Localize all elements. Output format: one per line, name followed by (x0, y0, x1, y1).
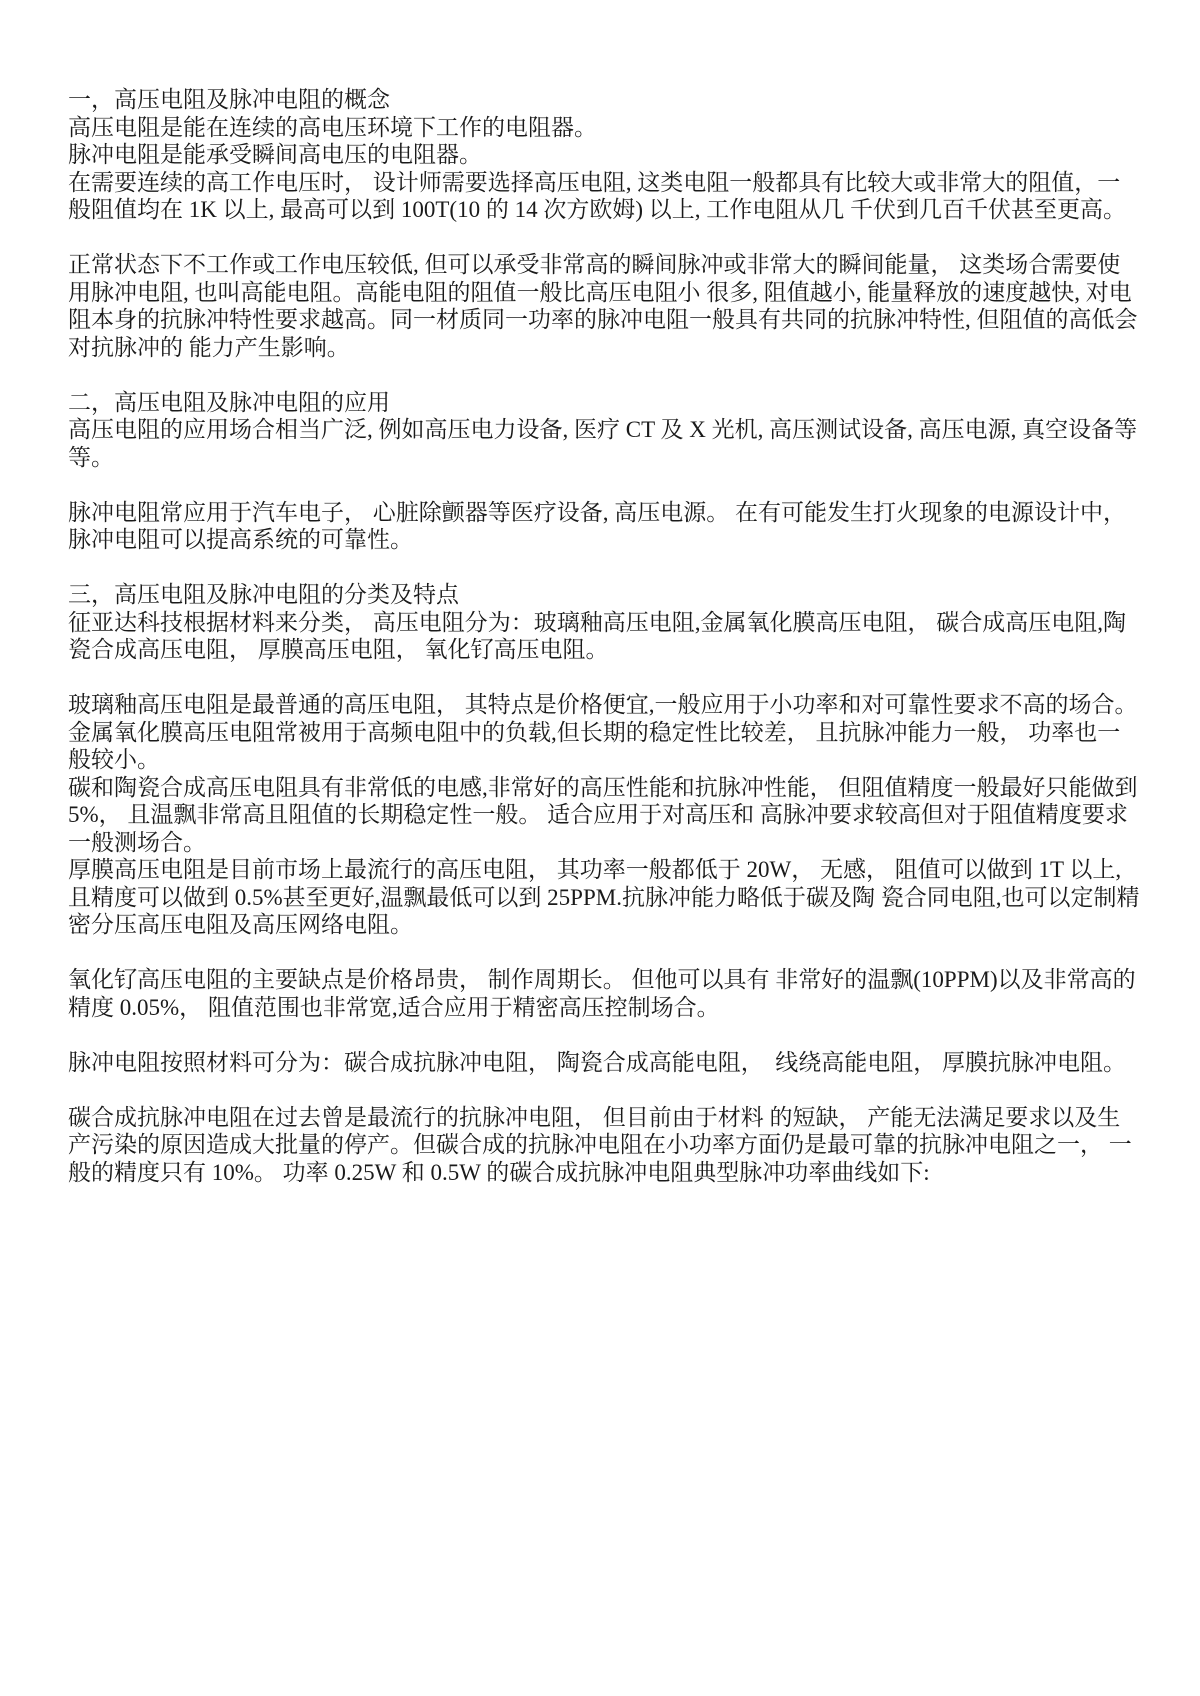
paragraph: 玻璃釉高压电阻是最普通的高压电阻， 其特点是价格便宜,一般应用于小功率和对可靠性要求不高的场合。 (68, 692, 1138, 717)
paragraph: 脉冲电阻常应用于汽车电子， 心脏除颤器等医疗设备, 高压电源。 在有可能发生打火现象的电源设计中， 脉冲电阻可以提高系统的可靠性。 (68, 499, 1132, 552)
paragraph: 脉冲电阻按照材料可分为：碳合成抗脉冲电阻， 陶瓷合成高能电阻， 线绕高能电阻， 厚膜抗脉冲电阻。 (68, 1049, 1126, 1075)
paragraph: 三，高压电阻及脉冲电阻的分类及特点 (68, 582, 459, 607)
blank-line (68, 361, 1140, 389)
blank-line (68, 1076, 1140, 1104)
blank-line (68, 664, 1140, 692)
paragraph: 一，高压电阻及脉冲电阻的概念 (68, 87, 390, 112)
blank-line (68, 471, 1140, 499)
paragraph: 厚膜高压电阻是目前市场上最流行的高压电阻， 其功率一般都低于 20W， 无感， 阻值可以做到 1T 以上,且精度可以做到 0.5%甚至更好,温飘最低可以到 25PPM.抗脉冲能力略低于碳及陶 瓷合同电阻,也可以定制精密分压高压电阻及高压网络电阻。 (68, 857, 1140, 937)
paragraph: 征亚达科技根据材料来分类， 高压电阻分为：玻璃釉高压电阻,金属氧化膜高压电阻， 碳合成高压电阻,陶瓷合成高压电阻， 厚膜高压电阻， 氧化钌高压电阻。 (68, 609, 1126, 662)
document-body (68, 86, 1144, 1186)
paragraph: 碳合成抗脉冲电阻在过去曾是最流行的抗脉冲电阻， 但目前由于材料 的短缺， 产能无法满足要求以及生产污染的原因造成大批量的停产。但碳合成的抗脉冲电阻在小功率方面仍是最可靠的抗脉冲电阻之一， 一般的精度只有 10%。 功率 0.25W 和 0.5W 的碳合成抗脉冲电阻典型脉冲功率曲线如下: (68, 1104, 1132, 1185)
paragraph: 碳和陶瓷合成高压电阻具有非常低的电感,非常好的高压性能和抗脉冲性能， 但阻值精度一般最好只能做到 5%， 且温飘非常高且阻值的长期稳定性一般。 适合应用于对高压和 高脉冲要求较高但对于阻值精度要求一般测场合。 (68, 774, 1144, 855)
paragraph: 在需要连续的高工作电压时， 设计师需要选择高压电阻, 这类电阻一般都具有比较大或非常大的阻值，一般阻值均在 1K 以上, 最高可以到 100T(10 的 14 次方欧姆) 以上, 工作电阻从几 千伏到几百千伏甚至更高。 (68, 169, 1126, 222)
paragraph: 脉冲电阻是能承受瞬间高电压的电阻器。 (68, 142, 482, 167)
paragraph: 二，高压电阻及脉冲电阻的应用 (68, 389, 390, 415)
blank-line (68, 939, 1140, 967)
paragraph: 高压电阻的应用场合相当广泛, 例如高压电力设备, 医疗 CT 及 X 光机, 高压测试设备, 高压电源, 真空设备等等。 (68, 417, 1138, 470)
paragraph: 金属氧化膜高压电阻常被用于高频电阻中的负载,但长期的稳定性比较差， 且抗脉冲能力一般， 功率也一般较小。 (68, 719, 1121, 772)
paragraph: 氧化钌高压电阻的主要缺点是价格昂贵， 制作周期长。 但他可以具有 非常好的温飘(10PPM)以及非常高的精度 0.05%， 阻值范围也非常宽,适合应用于精密高压控制场合。 (68, 967, 1136, 1020)
blank-line (68, 554, 1140, 582)
paragraph: 正常状态下不工作或工作电压较低, 但可以承受非常高的瞬间脉冲或非常大的瞬间能量， 这类场合需要使用脉冲电阻, 也叫高能电阻。高能电阻的阻值一般比高压电阻小 很多, 阻值越小, 能量释放的速度越快, 对电阻本身的抗脉冲特性要求越高。同一材质同一功率的脉冲电阻一般具有共同的抗脉冲特性, 但阻值的高低会对抗脉冲的 能力产生影响。 (68, 252, 1138, 360)
blank-line (68, 1021, 1140, 1049)
paragraph: 高压电阻是能在连续的高电压环境下工作的电阻器。 (68, 114, 597, 140)
blank-line (68, 224, 1140, 252)
